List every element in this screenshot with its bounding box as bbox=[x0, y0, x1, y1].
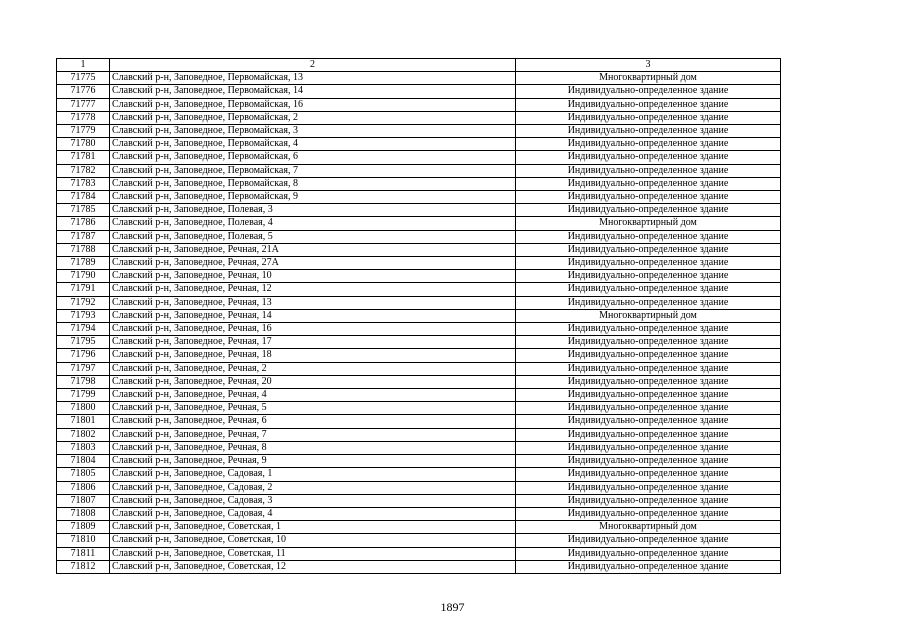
row-number-cell: 71792 bbox=[57, 296, 110, 309]
row-number-cell: 71796 bbox=[57, 349, 110, 362]
document-page bbox=[56, 58, 780, 574]
address-cell: Славский р-н, Заповедное, Речная, 17 bbox=[110, 336, 516, 349]
table-row bbox=[57, 402, 781, 415]
address-cell: Славский р-н, Заповедное, Речная, 12 bbox=[110, 283, 516, 296]
row-number-cell: 71793 bbox=[57, 309, 110, 322]
building-type-cell: Индивидуально-определенное здание bbox=[516, 507, 781, 520]
table-row bbox=[57, 375, 781, 388]
building-type-cell: Индивидуально-определенное здание bbox=[516, 428, 781, 441]
row-number-cell: 71791 bbox=[57, 283, 110, 296]
building-type-cell: Индивидуально-определенное здание bbox=[516, 177, 781, 190]
building-type-cell: Многоквартирный дом bbox=[516, 217, 781, 230]
address-cell: Славский р-н, Заповедное, Советская, 1 bbox=[110, 521, 516, 534]
row-number-cell: 71803 bbox=[57, 441, 110, 454]
row-number-cell: 71788 bbox=[57, 243, 110, 256]
row-number-cell: 71786 bbox=[57, 217, 110, 230]
table-row bbox=[57, 243, 781, 256]
row-number-cell: 71787 bbox=[57, 230, 110, 243]
row-number-cell: 71811 bbox=[57, 547, 110, 560]
address-cell: Славский р-н, Заповедное, Садовая, 3 bbox=[110, 494, 516, 507]
address-cell: Славский р-н, Заповедное, Речная, 5 bbox=[110, 402, 516, 415]
address-cell: Славский р-н, Заповедное, Речная, 27А bbox=[110, 257, 516, 270]
building-type-cell: Многоквартирный дом bbox=[516, 521, 781, 534]
table-row bbox=[57, 468, 781, 481]
address-cell: Славский р-н, Заповедное, Речная, 21А bbox=[110, 243, 516, 256]
row-number-cell: 71797 bbox=[57, 362, 110, 375]
building-type-cell: Индивидуально-определенное здание bbox=[516, 323, 781, 336]
address-cell: Славский р-н, Заповедное, Советская, 10 bbox=[110, 534, 516, 547]
address-cell: Славский р-н, Заповедное, Речная, 6 bbox=[110, 415, 516, 428]
building-type-cell: Индивидуально-определенное здание bbox=[516, 389, 781, 402]
column-header-1: 1 bbox=[57, 59, 110, 72]
row-number-cell: 71789 bbox=[57, 257, 110, 270]
address-cell: Славский р-н, Заповедное, Первомайская, 3 bbox=[110, 125, 516, 138]
building-type-cell: Индивидуально-определенное здание bbox=[516, 151, 781, 164]
row-number-cell: 71808 bbox=[57, 507, 110, 520]
table-row bbox=[57, 85, 781, 98]
address-cell: Славский р-н, Заповедное, Речная, 8 bbox=[110, 441, 516, 454]
row-number-cell: 71775 bbox=[57, 72, 110, 85]
building-type-cell: Индивидуально-определенное здание bbox=[516, 270, 781, 283]
table-row bbox=[57, 494, 781, 507]
address-cell: Славский р-н, Заповедное, Полевая, 4 bbox=[110, 217, 516, 230]
row-number-cell: 71779 bbox=[57, 125, 110, 138]
table-row bbox=[57, 230, 781, 243]
address-cell: Славский р-н, Заповедное, Речная, 7 bbox=[110, 428, 516, 441]
building-type-cell: Многоквартирный дом bbox=[516, 309, 781, 322]
table-row bbox=[57, 164, 781, 177]
building-type-cell: Индивидуально-определенное здание bbox=[516, 455, 781, 468]
table-row bbox=[57, 534, 781, 547]
column-header-3: 3 bbox=[516, 59, 781, 72]
row-number-cell: 71798 bbox=[57, 375, 110, 388]
table-row bbox=[57, 125, 781, 138]
table-row bbox=[57, 521, 781, 534]
building-type-cell: Индивидуально-определенное здание bbox=[516, 191, 781, 204]
building-type-cell: Индивидуально-определенное здание bbox=[516, 257, 781, 270]
table-row bbox=[57, 138, 781, 151]
building-type-cell: Индивидуально-определенное здание bbox=[516, 204, 781, 217]
building-type-cell: Индивидуально-определенное здание bbox=[516, 243, 781, 256]
table-row bbox=[57, 257, 781, 270]
address-cell: Славский р-н, Заповедное, Речная, 13 bbox=[110, 296, 516, 309]
building-type-cell: Индивидуально-определенное здание bbox=[516, 85, 781, 98]
table-row bbox=[57, 204, 781, 217]
table-row bbox=[57, 455, 781, 468]
row-number-cell: 71802 bbox=[57, 428, 110, 441]
building-type-cell: Индивидуально-определенное здание bbox=[516, 415, 781, 428]
table-row bbox=[57, 507, 781, 520]
table-row bbox=[57, 309, 781, 322]
address-cell: Славский р-н, Заповедное, Речная, 2 bbox=[110, 362, 516, 375]
row-number-cell: 71780 bbox=[57, 138, 110, 151]
row-number-cell: 71776 bbox=[57, 85, 110, 98]
table-row bbox=[57, 191, 781, 204]
table-row bbox=[57, 362, 781, 375]
row-number-cell: 71784 bbox=[57, 191, 110, 204]
building-type-cell: Индивидуально-определенное здание bbox=[516, 98, 781, 111]
building-type-cell: Индивидуально-определенное здание bbox=[516, 402, 781, 415]
address-cell: Славский р-н, Заповедное, Первомайская, 13 bbox=[110, 72, 516, 85]
table-row bbox=[57, 481, 781, 494]
address-cell: Славский р-н, Заповедное, Первомайская, 14 bbox=[110, 85, 516, 98]
row-number-cell: 71806 bbox=[57, 481, 110, 494]
building-type-cell: Индивидуально-определенное здание bbox=[516, 375, 781, 388]
row-number-cell: 71805 bbox=[57, 468, 110, 481]
building-type-cell: Индивидуально-определенное здание bbox=[516, 441, 781, 454]
address-cell: Славский р-н, Заповедное, Полевая, 5 bbox=[110, 230, 516, 243]
building-type-cell: Индивидуально-определенное здание bbox=[516, 125, 781, 138]
table-row bbox=[57, 151, 781, 164]
table-row bbox=[57, 111, 781, 124]
address-cell: Славский р-н, Заповедное, Первомайская, 2 bbox=[110, 111, 516, 124]
table-row bbox=[57, 72, 781, 85]
registry-table bbox=[56, 58, 781, 574]
building-type-cell: Индивидуально-определенное здание bbox=[516, 534, 781, 547]
address-cell: Славский р-н, Заповедное, Первомайская, 4 bbox=[110, 138, 516, 151]
building-type-cell: Индивидуально-определенное здание bbox=[516, 494, 781, 507]
row-number-cell: 71810 bbox=[57, 534, 110, 547]
row-number-cell: 71782 bbox=[57, 164, 110, 177]
building-type-cell: Индивидуально-определенное здание bbox=[516, 230, 781, 243]
address-cell: Славский р-н, Заповедное, Речная, 9 bbox=[110, 455, 516, 468]
address-cell: Славский р-н, Заповедное, Речная, 14 bbox=[110, 309, 516, 322]
address-cell: Славский р-н, Заповедное, Речная, 20 bbox=[110, 375, 516, 388]
table-row bbox=[57, 547, 781, 560]
address-cell: Славский р-н, Заповедное, Первомайская, 16 bbox=[110, 98, 516, 111]
address-cell: Славский р-н, Заповедное, Первомайская, 8 bbox=[110, 177, 516, 190]
address-cell: Славский р-н, Заповедное, Речная, 10 bbox=[110, 270, 516, 283]
page-number: 1897 bbox=[440, 600, 465, 614]
building-type-cell: Индивидуально-определенное здание bbox=[516, 481, 781, 494]
row-number-cell: 71809 bbox=[57, 521, 110, 534]
building-type-cell: Индивидуально-определенное здание bbox=[516, 138, 781, 151]
row-number-cell: 71812 bbox=[57, 560, 110, 573]
row-number-cell: 71785 bbox=[57, 204, 110, 217]
table-row bbox=[57, 177, 781, 190]
building-type-cell: Индивидуально-определенное здание bbox=[516, 336, 781, 349]
building-type-cell: Многоквартирный дом bbox=[516, 72, 781, 85]
table-row bbox=[57, 296, 781, 309]
address-cell: Славский р-н, Заповедное, Садовая, 1 bbox=[110, 468, 516, 481]
building-type-cell: Индивидуально-определенное здание bbox=[516, 296, 781, 309]
row-number-cell: 71804 bbox=[57, 455, 110, 468]
address-cell: Славский р-н, Заповедное, Первомайская, 6 bbox=[110, 151, 516, 164]
table-row bbox=[57, 415, 781, 428]
building-type-cell: Индивидуально-определенное здание bbox=[516, 362, 781, 375]
row-number-cell: 71799 bbox=[57, 389, 110, 402]
row-number-cell: 71778 bbox=[57, 111, 110, 124]
building-type-cell: Индивидуально-определенное здание bbox=[516, 560, 781, 573]
table-row bbox=[57, 441, 781, 454]
row-number-cell: 71790 bbox=[57, 270, 110, 283]
row-number-cell: 71783 bbox=[57, 177, 110, 190]
table-row bbox=[57, 560, 781, 573]
row-number-cell: 71807 bbox=[57, 494, 110, 507]
address-cell: Славский р-н, Заповедное, Первомайская, 7 bbox=[110, 164, 516, 177]
address-cell: Славский р-н, Заповедное, Речная, 4 bbox=[110, 389, 516, 402]
row-number-cell: 71801 bbox=[57, 415, 110, 428]
row-number-cell: 71795 bbox=[57, 336, 110, 349]
table-row bbox=[57, 389, 781, 402]
table-row bbox=[57, 323, 781, 336]
header-row bbox=[57, 59, 781, 72]
address-cell: Славский р-н, Заповедное, Первомайская, 9 bbox=[110, 191, 516, 204]
registry-table-body bbox=[57, 59, 781, 574]
address-cell: Славский р-н, Заповедное, Речная, 18 bbox=[110, 349, 516, 362]
table-row bbox=[57, 217, 781, 230]
column-header-2: 2 bbox=[110, 59, 516, 72]
table-row bbox=[57, 336, 781, 349]
building-type-cell: Индивидуально-определенное здание bbox=[516, 547, 781, 560]
building-type-cell: Индивидуально-определенное здание bbox=[516, 468, 781, 481]
building-type-cell: Индивидуально-определенное здание bbox=[516, 111, 781, 124]
address-cell: Славский р-н, Заповедное, Садовая, 4 bbox=[110, 507, 516, 520]
address-cell: Славский р-н, Заповедное, Речная, 16 bbox=[110, 323, 516, 336]
address-cell: Славский р-н, Заповедное, Полевая, 3 bbox=[110, 204, 516, 217]
address-cell: Славский р-н, Заповедное, Советская, 12 bbox=[110, 560, 516, 573]
address-cell: Славский р-н, Заповедное, Садовая, 2 bbox=[110, 481, 516, 494]
building-type-cell: Индивидуально-определенное здание bbox=[516, 283, 781, 296]
table-row bbox=[57, 428, 781, 441]
building-type-cell: Индивидуально-определенное здание bbox=[516, 349, 781, 362]
row-number-cell: 71781 bbox=[57, 151, 110, 164]
table-row bbox=[57, 283, 781, 296]
table-row bbox=[57, 349, 781, 362]
building-type-cell: Индивидуально-определенное здание bbox=[516, 164, 781, 177]
address-cell: Славский р-н, Заповедное, Советская, 11 bbox=[110, 547, 516, 560]
table-row bbox=[57, 98, 781, 111]
row-number-cell: 71794 bbox=[57, 323, 110, 336]
row-number-cell: 71800 bbox=[57, 402, 110, 415]
row-number-cell: 71777 bbox=[57, 98, 110, 111]
table-row bbox=[57, 270, 781, 283]
